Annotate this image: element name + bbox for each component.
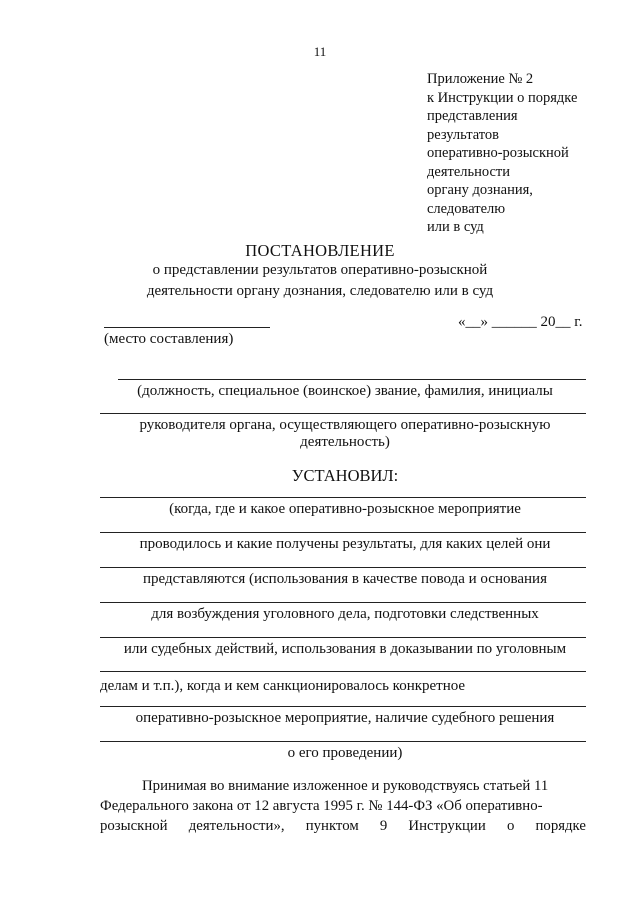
established-caption: делам и т.п.), когда и кем санкционировалось конкретное [100, 678, 466, 694]
established-caption: представляются (использования в качестве повода и основания [142, 571, 547, 587]
official-caption-1: (должность, специальное (воинское) звание, фамилия, инициалы [137, 383, 553, 399]
fill-line [100, 497, 586, 498]
fill-line [100, 741, 586, 742]
page-number: 11 [313, 44, 327, 59]
fill-line [100, 706, 586, 707]
established-heading: УСТАНОВИЛ: [291, 466, 399, 485]
fill-line [100, 532, 586, 533]
appendix-line: результатов [427, 126, 500, 143]
place-caption: (место составления) [104, 331, 234, 347]
body-word: розыскной [100, 818, 168, 834]
body-line-1 [100, 776, 586, 796]
appendix-line: органу дознания, [427, 182, 533, 198]
fill-line [100, 671, 586, 672]
appendix-line: деятельности [427, 163, 511, 180]
established-caption: (когда, где и какое оперативно-розыскное мероприятие [169, 501, 521, 517]
body-word: о [506, 818, 515, 834]
body-paragraph [100, 776, 586, 836]
appendix-line: оперативно-розыскной [427, 145, 569, 161]
body-text: Принимая во внимание изложенное и руководствуясь статьей 11 [142, 778, 549, 794]
body-word: Инструкции [408, 818, 486, 834]
established-caption: для возбуждения уголовного дела, подготовки следственных [151, 606, 539, 622]
appendix-line: к Инструкции о порядке [427, 89, 578, 106]
date-template: «__» ______ 20__ г. [458, 314, 583, 330]
fill-line [100, 602, 586, 603]
body-word: пунктом [305, 818, 359, 834]
place-blank-line [104, 327, 270, 328]
established-caption: проводилось и какие получены результаты, для каких целей они [139, 536, 551, 552]
appendix-line: Приложение № 2 [427, 71, 534, 87]
body-text: Федерального закона от 12 августа 1995 г. № 144-ФЗ «Об оперативно- [100, 798, 543, 814]
body-word: порядке [535, 818, 586, 834]
subtitle-line-1: о представлении результатов оперативно-розыскной [152, 262, 488, 278]
established-caption: о его проведении) [287, 745, 403, 761]
fill-line [100, 413, 586, 414]
fill-line [118, 379, 586, 380]
fill-line [100, 567, 586, 568]
established-caption: или судебных действий, использования в доказывании по уголовным [123, 641, 567, 657]
body-word: 9 [379, 818, 388, 834]
appendix-line: или в суд [427, 219, 484, 235]
appendix-block [427, 70, 577, 237]
subtitle-line-2: деятельности органу дознания, следователю или в суд [146, 283, 494, 299]
official-caption-3: деятельность) [300, 434, 390, 450]
body-line-2 [100, 796, 586, 816]
appendix-line: следователю [427, 200, 506, 217]
fill-line [100, 637, 586, 638]
established-caption: оперативно-розыскное мероприятие, наличие судебного решения [135, 710, 555, 726]
official-caption-2: руководителя органа, осуществляющего оперативно-розыскную [139, 417, 551, 433]
appendix-line: представления [427, 108, 518, 124]
body-line-3 [100, 816, 586, 836]
body-word: деятельности», [188, 818, 285, 834]
document-title: ПОСТАНОВЛЕНИЕ [245, 241, 395, 260]
